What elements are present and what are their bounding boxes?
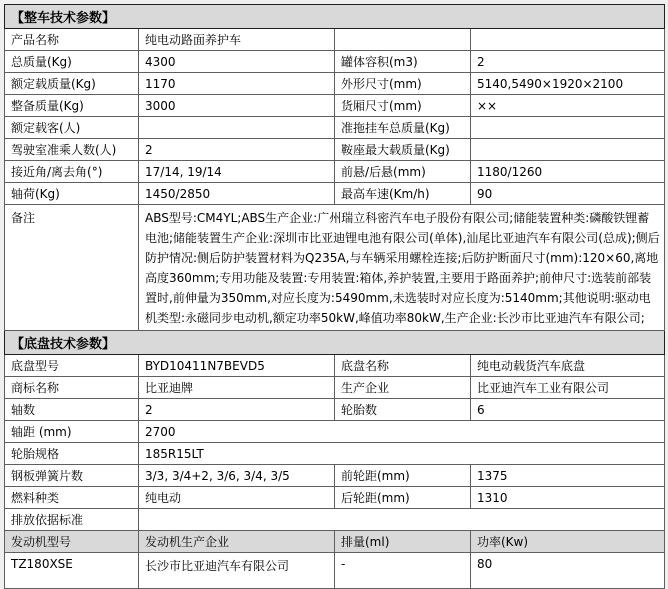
chassis-section-title: 【底盘技术参数】 — [5, 331, 665, 355]
param-value: 1450/2850 — [139, 183, 335, 205]
table-row — [5, 5, 665, 29]
param-label: 整备质量(Kg) — [5, 95, 139, 117]
param-value: 纯电动 — [139, 487, 335, 509]
vehicle-spec-table — [4, 4, 665, 589]
param-label: 额定载客(人) — [5, 117, 139, 139]
param-label — [335, 29, 471, 51]
param-value: 3000 — [139, 95, 335, 117]
param-label: 产品名称 — [5, 29, 139, 51]
table-row — [5, 465, 665, 487]
param-value: 2 — [471, 51, 665, 73]
param-value — [139, 117, 335, 139]
param-value — [471, 117, 665, 139]
param-label: 轴数 — [5, 399, 139, 421]
param-value: 纯电动路面养护车 — [139, 29, 335, 51]
engine-displacement-value: - — [335, 553, 471, 589]
table-row-tire-spec — [5, 443, 665, 465]
engine-column-header: 发动机型号 — [5, 531, 139, 553]
engine-power-value: 80 — [471, 553, 665, 589]
table-row — [5, 29, 665, 51]
remark-text: ABS型号:CM4YL;ABS生产企业:广州瑞立科密汽车电子股份有限公司;储能装置种类:磷酸铁锂蓄电池;储能装置生产企业:深圳市比亚迪锂电池有限公司(单体),汕尾比亚迪汽车有限公司(总成);侧后防护情况:侧后防护装置材料为Q235A,与车辆采用螺栓连接;后防护断面尺寸(mm):120×60,离地高度360mm;专用功能及装置:专用装置:箱体,养护装置,主要用于路面养护;前伸尺寸:选装前部装置时,前伸量为350mm,对应长度为:5490mm,未选装时对应长度为:5140mm;其他说明:驱动电机类型:永磁同步电动机,额定功率50kW,峰值功率80kW,生产企业:长沙市比亚迪汽车有限公司; — [139, 205, 665, 331]
param-label: 接近角/离去角(°) — [5, 161, 139, 183]
table-row — [5, 355, 665, 377]
param-value: 比亚迪牌 — [139, 377, 335, 399]
table-row — [5, 331, 665, 355]
engine-column-header: 功率(Kw) — [471, 531, 665, 553]
table-row — [5, 399, 665, 421]
param-label: 额定载质量(Kg) — [5, 73, 139, 95]
table-row-wheelbase — [5, 421, 665, 443]
vehicle-section-title: 【整车技术参数】 — [5, 5, 665, 29]
param-label: 鞍座最大载质量(Kg) — [335, 139, 471, 161]
param-value: 1170 — [139, 73, 335, 95]
param-value — [139, 509, 665, 531]
table-row — [5, 51, 665, 73]
param-value — [471, 139, 665, 161]
param-label: 外形尺寸(mm) — [335, 73, 471, 95]
param-value: 90 — [471, 183, 665, 205]
param-value: 2 — [139, 139, 335, 161]
table-row-emission-standard — [5, 509, 665, 531]
param-label: 前悬/后悬(mm) — [335, 161, 471, 183]
table-row — [5, 377, 665, 399]
param-value: 185R15LT — [139, 443, 665, 465]
table-row-engine-data — [5, 553, 665, 589]
param-value: 6 — [471, 399, 665, 421]
param-value: 4300 — [139, 51, 335, 73]
param-label: 燃料种类 — [5, 487, 139, 509]
param-value: 纯电动载货汽车底盘 — [471, 355, 665, 377]
param-value: 2 — [139, 399, 335, 421]
param-label: 最高车速(Km/h) — [335, 183, 471, 205]
param-label: 轴荷(Kg) — [5, 183, 139, 205]
param-value: BYD10411N7BEVD5 — [139, 355, 335, 377]
table-row-remark — [5, 205, 665, 331]
table-row — [5, 183, 665, 205]
param-label: 底盘型号 — [5, 355, 139, 377]
param-label: 商标名称 — [5, 377, 139, 399]
param-label: 罐体容积(m3) — [335, 51, 471, 73]
table-row — [5, 95, 665, 117]
param-value: 比亚迪汽车工业有限公司 — [471, 377, 665, 399]
param-value: 17/14, 19/14 — [139, 161, 335, 183]
table-row — [5, 139, 665, 161]
param-value: 2700 — [139, 421, 665, 443]
param-label: 排放依据标准 — [5, 509, 139, 531]
param-value: 1180/1260 — [471, 161, 665, 183]
param-label: 后轮距(mm) — [335, 487, 471, 509]
param-label: 轮胎规格 — [5, 443, 139, 465]
engine-column-header: 排量(ml) — [335, 531, 471, 553]
param-value — [471, 29, 665, 51]
param-value: 1310 — [471, 487, 665, 509]
param-label: 驾驶室准乘人数(人) — [5, 139, 139, 161]
engine-column-header: 发动机生产企业 — [139, 531, 335, 553]
engine-manufacturer-value: 长沙市比亚迪汽车有限公司 — [139, 553, 335, 589]
engine-model-value: TZ180XSE — [5, 553, 139, 589]
param-label: 准拖挂车总质量(Kg) — [335, 117, 471, 139]
remark-label: 备注 — [5, 205, 139, 331]
param-label: 轮胎数 — [335, 399, 471, 421]
param-label: 前轮距(mm) — [335, 465, 471, 487]
table-row — [5, 161, 665, 183]
param-label: 总质量(Kg) — [5, 51, 139, 73]
param-label: 钢板弹簧片数 — [5, 465, 139, 487]
table-row — [5, 487, 665, 509]
param-label: 生产企业 — [335, 377, 471, 399]
param-label: 货厢尺寸(mm) — [335, 95, 471, 117]
param-value: 5140,5490×1920×2100 — [471, 73, 665, 95]
param-value: 1375 — [471, 465, 665, 487]
table-row — [5, 73, 665, 95]
table-row — [5, 117, 665, 139]
param-label: 轴距 (mm) — [5, 421, 139, 443]
param-value: 3/3, 3/4+2, 3/6, 3/4, 3/5 — [139, 465, 335, 487]
table-row-engine-header — [5, 531, 665, 553]
param-label: 底盘名称 — [335, 355, 471, 377]
param-value: ×× — [471, 95, 665, 117]
